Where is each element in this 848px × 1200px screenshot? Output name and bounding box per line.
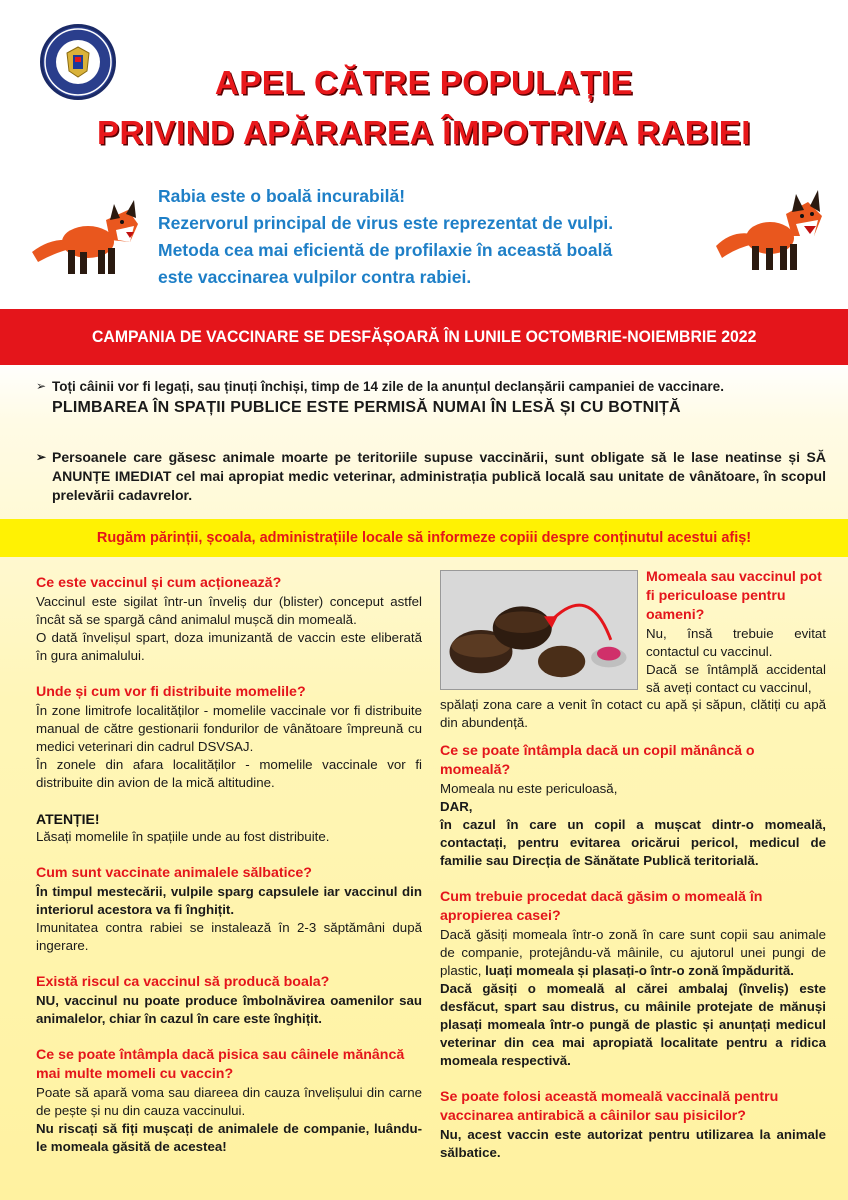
intro-line: Metoda cea mai eficientă de profilaxie în această boală xyxy=(158,240,613,260)
faq-heading: Există riscul ca vaccinul să producă boala? xyxy=(36,974,330,990)
faq-heading: Ce este vaccinul și cum acționează? xyxy=(36,575,282,591)
faq-text: O dată învelișul spart, doza imunizantă de vaccin este eliberată în gura animalului. xyxy=(36,630,422,663)
vaccine-bait-photo xyxy=(440,570,638,690)
bullet-text: Persoanele care găsesc animale moarte pe teritoriile supuse vaccinării, sunt obligate să le lase neatinse și SĂ ANUNȚE IMEDIAT cel mai apropiat medic veterinar, administrația publică locală sau unitate de vânătoare, în scopul prelevării cadavrelor. xyxy=(52,449,826,503)
faq-text: În zonele din afara localităților - momelile vaccinale vor fi distribuite din avion de la mică altitudine. xyxy=(36,757,422,790)
info-banner xyxy=(0,519,848,557)
faq-text: Nu riscați să fiți mușcați de animalele de companie, luându-le momeala găsită de acestea! xyxy=(36,1121,422,1154)
faq-heading: Se poate folosi această momeală vaccinală pentru vaccinarea antirabică a câinilor sau pisicilor? xyxy=(440,1089,779,1124)
faq-section xyxy=(36,1046,422,1156)
faq-section xyxy=(36,973,422,1028)
faq-text-emphasis: luați momeala și plasați-o într-o zonă împădurită. xyxy=(485,963,794,978)
page-title-line1: APEL CĂTRE POPULAȚIE xyxy=(214,64,634,101)
faq-heading: Cum sunt vaccinate animalele sălbatice? xyxy=(36,865,312,881)
faq-heading: Ce se poate întâmpla dacă pisica sau câinele mănâncă mai multe momeli cu vaccin? xyxy=(36,1047,405,1082)
intro-text xyxy=(158,183,718,291)
faq-text: Nu, însă trebuie evitat contactul cu vaccinul. xyxy=(646,626,826,659)
faq-text-part: Dacă găsiți momeala într-o zonă în care sunt copii sau animale de companie, protejându-vă mâinile, cu ajutorul unei pungi de plastic, xyxy=(440,927,826,978)
right-top-section xyxy=(646,568,826,697)
intro-line: este vaccinarea vulpilor contra rabiei. xyxy=(158,267,472,287)
right-top-continuation xyxy=(440,696,826,732)
faq-heading: Cum trebuie procedat dacă găsim o momeală în apropierea casei? xyxy=(440,889,763,924)
faq-text: În zone limitrofe localităților - momelile vaccinale vor fi distribuite manual de către gestionarii fondurilor de vânătoare împreună cu medici veterinari din cadrul DSVSAJ. xyxy=(36,703,422,754)
faq-text: Poate să apară voma sau diareea din cauza învelișului din carne de pește și nu din cauza vaccinului. xyxy=(36,1085,422,1118)
bullet-dogs xyxy=(36,377,826,417)
faq-section xyxy=(440,1088,826,1162)
faq-text: Dacă găsiți o momeală al cărei ambalaj (înveliș) este desfăcut, spart sau distrus, cu mâinile protejate de mănuși plasați momeala într-o pungă de plastic și anunțați medicul veterinar din cea mai apropiată localitate pentru a ridica momeala respectivă. xyxy=(440,981,826,1068)
faq-text: Momeala nu este periculoasă, xyxy=(440,781,618,796)
faq-text: DAR, xyxy=(440,799,473,814)
faq-heading: Ce se poate întâmpla dacă un copil mănâncă o momeală? xyxy=(440,743,755,778)
faq-section xyxy=(440,888,826,1070)
left-column xyxy=(36,574,422,1174)
faq-text: spălați zona care a venit în cotact cu apă și săpun, clătiți cu apă din abundență. xyxy=(440,697,826,730)
faq-text: Dacă se întâmplă accidental să aveți contact cu vaccinul, xyxy=(646,662,826,695)
faq-text: în cazul în care un copil a mușcat dintr-o momeală, contactați, pentru evitarea oricărui pericol, medicul de familie sau Direcția de Sănătate Publică teritorială. xyxy=(440,817,826,868)
fox-illustration-right xyxy=(712,186,832,276)
intro-line: Rabia este o boală incurabilă! xyxy=(158,186,406,206)
info-banner-text: Rugăm părinții, școala, administrațiile locale să informeze copiii despre conținutul acestui afiș! xyxy=(96,530,752,546)
fox-illustration-left xyxy=(30,190,150,280)
faq-heading: Unde și cum vor fi distribuite momelile? xyxy=(36,684,306,700)
campaign-banner xyxy=(0,309,848,365)
faq-text: Imunitatea contra rabiei se instalează în 2-3 săptămâni după ingerare. xyxy=(36,920,422,953)
faq-text: Lăsați momelile în spațiile unde au fost distribuite. xyxy=(36,829,330,844)
faq-section xyxy=(36,864,422,955)
bullet-text: Toți câinii vor fi legați, sau ținuți închiși, timp de 14 zile de la anunțul declanșării campaniei de vaccinare. xyxy=(52,379,724,394)
faq-text: Vaccinul este sigilat într-un înveliș dur (blister) conceput astfel încât să se spargă când animalul mușcă din momeală. xyxy=(36,594,422,627)
bullet-emphasis: PLIMBAREA ÎN SPAȚII PUBLICE ESTE PERMISĂ NUMAI ÎN LESĂ ȘI CU BOTNIȚĂ xyxy=(52,399,681,416)
page-title-line2: PRIVIND APĂRAREA ÎMPOTRIVA RABIEI xyxy=(97,114,751,151)
attention-heading: ATENȚIE! xyxy=(36,811,100,827)
arrow-bullet-icon: ➢ xyxy=(36,450,47,464)
campaign-banner-text: CAMPANIA DE VACCINARE SE DESFĂȘOARĂ ÎN LUNILE OCTOMBRIE-NOIEMBRIE 2022 xyxy=(91,327,757,346)
faq-section xyxy=(440,742,826,870)
bullet-dead-animals xyxy=(36,448,826,505)
faq-section xyxy=(36,810,422,846)
intro-line: Rezervorul principal de virus este reprezentat de vulpi. xyxy=(158,213,614,233)
arrow-bullet-icon: ➢ xyxy=(36,379,47,393)
faq-section xyxy=(36,574,422,665)
faq-text: Nu, acest vaccin este autorizat pentru utilizarea la animale sălbatice. xyxy=(440,1127,826,1160)
faq-heading: Momeala sau vaccinul pot fi periculoase pentru oameni? xyxy=(646,569,822,623)
faq-section xyxy=(36,683,422,792)
faq-text xyxy=(440,926,826,980)
right-column xyxy=(440,742,826,1180)
faq-text: În timpul mestecării, vulpile sparg capsulele iar vaccinul din interiorul acestora va fi înghițit. xyxy=(36,884,422,917)
faq-text: NU, vaccinul nu poate produce îmbolnăvirea oamenilor sau animalelor, chiar în cazul în care este înghițit. xyxy=(36,993,422,1026)
